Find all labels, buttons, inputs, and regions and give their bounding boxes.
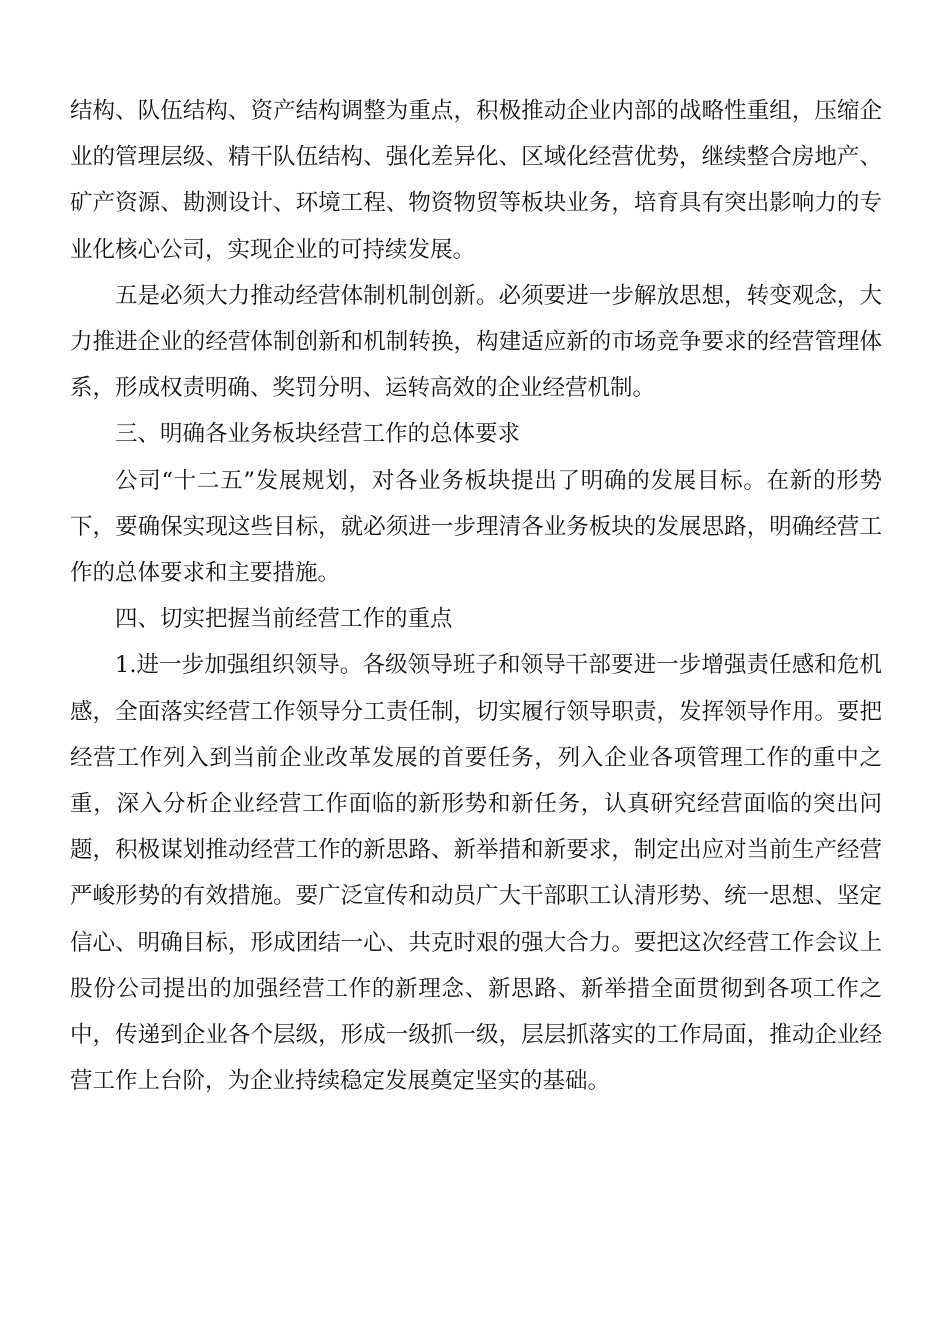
paragraph-point-five: 五是必须大力推动经营体制机制创新。必须要进一步解放思想，转变观念，大力推进企业的经营体制创新和机制转换，构建适应新的市场竞争要求的经营管理体系，形成权责明确、奖罚分明、运转高效的企业经营机制。	[70, 282, 882, 402]
paragraph-restructuring-continued: 结构、队伍结构、资产结构调整为重点，积极推动企业内部的战略性重组，压缩企业的管理层级、精干队伍结构、强化差异化、区域化经营优势，继续整合房地产、矿产资源、勘测设计、环境工程、物资物贸等板块业务，培育具有突出影响力的专业化核心公司，实现企业的可持续发展。	[70, 98, 882, 263]
section-heading-four: 四、切实把握当前经营工作的重点	[115, 606, 453, 633]
paragraph-item-one: 1.进一步加强组织领导。各级领导班子和领导干部要进一步增强责任感和危机感，全面落实经营工作领导分工责任制，切实履行领导职责，发挥领导作用。要把经营工作列入到当前企业改革发展的首要任务，列入企业各项管理工作的重中之重，深入分析企业经营工作面临的新形势和新任务，认真研究经营面临的突出问题，积极谋划推动经营工作的新思路、新举措和新要求，制定出应对当前生产经营严峻形势的有效措施。要广泛宣传和动员广大干部职工认清形势、统一思想、坚定信心、明确目标，形成团结一心、共克时艰的强大合力。要把这次经营工作会议上股份公司提出的加强经营工作的新理念、新思路、新举措全面贯彻到各项工作之中，传递到企业各个层级，形成一级抓一级，层层抓落实的工作局面，推动企业经营工作上台阶，为企业持续稳定发展奠定坚实的基础。	[70, 652, 882, 1095]
paragraph-five-year-plan: 公司“十二五”发展规划，对各业务板块提出了明确的发展目标。在新的形势下，要确保实现这些目标，就必须进一步理清各业务板块的发展思路，明确经营工作的总体要求和主要措施。	[70, 467, 882, 587]
document-body	[70, 88, 882, 1104]
section-heading-three: 三、明确各业务板块经营工作的总体要求	[115, 421, 521, 448]
